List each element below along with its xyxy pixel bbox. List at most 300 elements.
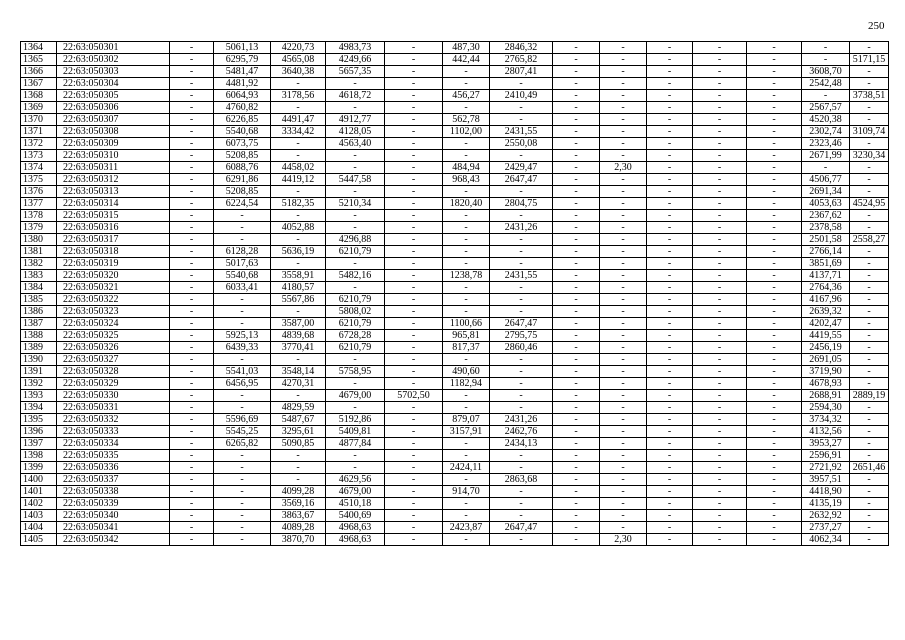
table-cell: - [385, 174, 443, 186]
table-cell: - [693, 378, 747, 390]
table-cell: - [326, 150, 385, 162]
table-cell: 4565,08 [271, 54, 326, 66]
table-cell: - [647, 138, 693, 150]
table-cell: - [693, 474, 747, 486]
table-cell: 5567,86 [271, 294, 326, 306]
table-cell: - [170, 150, 214, 162]
table-cell: 1401 [21, 486, 57, 498]
table-cell: - [490, 354, 553, 366]
table-cell: 22:63:050302 [57, 54, 170, 66]
table-cell: - [747, 270, 802, 282]
table-cell: 1372 [21, 138, 57, 150]
table-cell: 3178,56 [271, 90, 326, 102]
table-cell: 2,30 [600, 162, 647, 174]
table-cell: - [326, 450, 385, 462]
table-cell: - [693, 414, 747, 426]
table-cell: - [747, 78, 802, 90]
table-cell: 2431,26 [490, 222, 553, 234]
table-cell: - [850, 318, 889, 330]
table-cell: - [553, 282, 600, 294]
table-cell: - [214, 522, 271, 534]
table-cell: - [600, 510, 647, 522]
table-cell: 5447,58 [326, 174, 385, 186]
table-cell: - [170, 186, 214, 198]
table-cell: - [553, 222, 600, 234]
table-cell: - [647, 78, 693, 90]
table-cell: - [170, 198, 214, 210]
table-cell: - [647, 402, 693, 414]
table-cell: 2795,75 [490, 330, 553, 342]
table-cell: - [490, 402, 553, 414]
table-cell: 22:63:050305 [57, 90, 170, 102]
table-cell: 4877,84 [326, 438, 385, 450]
table-cell: - [693, 390, 747, 402]
table-cell: 5487,67 [271, 414, 326, 426]
table-cell: 442,44 [443, 54, 490, 66]
table-cell: 2367,62 [802, 210, 850, 222]
table-cell: - [747, 258, 802, 270]
table-row [21, 510, 889, 522]
table-cell: - [170, 282, 214, 294]
table-cell: - [385, 402, 443, 414]
table-cell: - [170, 450, 214, 462]
table-cell: - [693, 402, 747, 414]
table-cell: 6224,54 [214, 198, 271, 210]
table-cell: - [850, 414, 889, 426]
table-cell: - [802, 162, 850, 174]
table-cell: 1375 [21, 174, 57, 186]
table-cell: - [647, 486, 693, 498]
table-cell: - [385, 306, 443, 318]
table-cell: - [214, 390, 271, 402]
table-cell: 1381 [21, 246, 57, 258]
table-row [21, 318, 889, 330]
table-cell: 1403 [21, 510, 57, 522]
table-cell: 1368 [21, 90, 57, 102]
table-cell: - [747, 426, 802, 438]
table-cell: 4296,88 [326, 234, 385, 246]
table-cell: 22:63:050318 [57, 246, 170, 258]
table-cell: 6073,75 [214, 138, 271, 150]
table-cell: - [490, 306, 553, 318]
table-cell: 22:63:050342 [57, 534, 170, 546]
table-cell: 2550,08 [490, 138, 553, 150]
table-cell: - [693, 174, 747, 186]
table-cell: 1388 [21, 330, 57, 342]
table-cell: 1393 [21, 390, 57, 402]
table-cell: - [693, 522, 747, 534]
table-cell: - [600, 378, 647, 390]
table-cell: - [443, 450, 490, 462]
table-cell: - [747, 378, 802, 390]
table-cell: - [600, 174, 647, 186]
table-row [21, 162, 889, 174]
table-cell: - [850, 138, 889, 150]
table-cell: 3548,14 [271, 366, 326, 378]
table-cell: - [802, 54, 850, 66]
table-cell: 5210,34 [326, 198, 385, 210]
table-cell: 22:63:050308 [57, 126, 170, 138]
table-body [21, 42, 889, 546]
table-cell: 1394 [21, 402, 57, 414]
table-cell: - [385, 510, 443, 522]
table-cell: - [385, 246, 443, 258]
table-cell: - [214, 306, 271, 318]
table-cell: 4520,38 [802, 114, 850, 126]
table-cell: 1370 [21, 114, 57, 126]
table-cell: 4506,77 [802, 174, 850, 186]
table-cell: - [600, 42, 647, 54]
table-cell: - [271, 102, 326, 114]
table-cell: 22:63:050329 [57, 378, 170, 390]
table-cell: - [385, 258, 443, 270]
table-cell: 4418,90 [802, 486, 850, 498]
table-cell: 5409,81 [326, 426, 385, 438]
table-cell: 1384 [21, 282, 57, 294]
table-cell: - [600, 54, 647, 66]
table-cell: - [693, 354, 747, 366]
table-cell: - [443, 510, 490, 522]
table-cell: - [326, 462, 385, 474]
table-cell: - [850, 282, 889, 294]
table-cell: 1378 [21, 210, 57, 222]
table-cell: - [600, 474, 647, 486]
table-cell: 3734,32 [802, 414, 850, 426]
table-cell: 1364 [21, 42, 57, 54]
table-cell: - [693, 42, 747, 54]
table-cell: - [443, 390, 490, 402]
table-cell: - [170, 330, 214, 342]
table-cell: 4137,71 [802, 270, 850, 282]
table-cell: - [553, 330, 600, 342]
table-cell: - [600, 102, 647, 114]
table-cell: 4829,59 [271, 402, 326, 414]
table-cell: - [747, 330, 802, 342]
table-cell: 22:63:050306 [57, 102, 170, 114]
table-cell: 22:63:050322 [57, 294, 170, 306]
table-cell: 1390 [21, 354, 57, 366]
table-cell: 5192,86 [326, 414, 385, 426]
table-cell: - [647, 126, 693, 138]
table-cell: - [850, 438, 889, 450]
table-cell: 3870,70 [271, 534, 326, 546]
table-cell: 4968,63 [326, 534, 385, 546]
table-cell: - [747, 450, 802, 462]
table-cell: 6064,93 [214, 90, 271, 102]
table-cell: - [553, 234, 600, 246]
table-cell: - [170, 390, 214, 402]
table-cell: - [443, 210, 490, 222]
table-cell: - [553, 342, 600, 354]
table-cell: - [170, 474, 214, 486]
table-cell: - [693, 342, 747, 354]
table-cell: - [170, 234, 214, 246]
table-cell: - [385, 234, 443, 246]
table-cell: - [385, 522, 443, 534]
table-cell: - [443, 78, 490, 90]
table-cell: - [443, 186, 490, 198]
table-row [21, 306, 889, 318]
table-cell: - [553, 114, 600, 126]
table-cell: 5061,13 [214, 42, 271, 54]
table-row [21, 174, 889, 186]
table-cell: - [385, 198, 443, 210]
table-cell: 5208,85 [214, 186, 271, 198]
table-cell: 1373 [21, 150, 57, 162]
table-cell: - [385, 54, 443, 66]
table-cell: - [490, 450, 553, 462]
table-cell: - [850, 402, 889, 414]
table-cell: - [693, 330, 747, 342]
table-cell: 6033,41 [214, 282, 271, 294]
table-cell: 1382 [21, 258, 57, 270]
table-cell: 22:63:050304 [57, 78, 170, 90]
table-cell: - [170, 174, 214, 186]
table-cell: - [271, 150, 326, 162]
table-cell: 4983,73 [326, 42, 385, 54]
table-cell: - [647, 414, 693, 426]
table-cell: 2846,32 [490, 42, 553, 54]
table-cell: 2691,34 [802, 186, 850, 198]
table-cell: - [747, 342, 802, 354]
table-cell: - [600, 198, 647, 210]
table-cell: 6226,85 [214, 114, 271, 126]
table-cell: - [647, 354, 693, 366]
table-cell: 22:63:050319 [57, 258, 170, 270]
table-cell: - [385, 66, 443, 78]
table-cell: - [385, 498, 443, 510]
table-cell: - [693, 198, 747, 210]
table-cell: - [693, 246, 747, 258]
table-cell: 2596,91 [802, 450, 850, 462]
table-cell: - [693, 282, 747, 294]
table-cell: 2764,36 [802, 282, 850, 294]
table-cell: - [647, 210, 693, 222]
table-row [21, 462, 889, 474]
table-cell: - [647, 534, 693, 546]
table-cell: - [553, 402, 600, 414]
table-cell: - [385, 294, 443, 306]
table-cell: - [443, 474, 490, 486]
table-cell: - [214, 222, 271, 234]
table-cell: - [443, 498, 490, 510]
table-cell: 1400 [21, 474, 57, 486]
table-cell: - [600, 126, 647, 138]
table-cell: - [170, 378, 214, 390]
table-cell: - [443, 150, 490, 162]
table-cell: - [600, 330, 647, 342]
table-cell: 2,30 [600, 534, 647, 546]
table-cell: - [443, 222, 490, 234]
table-cell: 2651,46 [850, 462, 889, 474]
table-cell: - [747, 210, 802, 222]
table-cell: 4912,77 [326, 114, 385, 126]
table-cell: - [326, 78, 385, 90]
table-cell: - [600, 66, 647, 78]
table-cell: 1397 [21, 438, 57, 450]
table-cell: - [850, 102, 889, 114]
table-cell: - [170, 534, 214, 546]
table-cell: - [490, 282, 553, 294]
table-cell: - [214, 354, 271, 366]
table-cell: 1100,66 [443, 318, 490, 330]
table-cell: - [600, 318, 647, 330]
table-cell: 22:63:050331 [57, 402, 170, 414]
table-cell: - [693, 66, 747, 78]
table-cell: - [170, 342, 214, 354]
table-cell: - [747, 510, 802, 522]
table-cell: 3558,91 [271, 270, 326, 282]
table-row [21, 102, 889, 114]
table-cell: - [647, 306, 693, 318]
table-cell: - [600, 270, 647, 282]
table-cell: - [747, 150, 802, 162]
table-cell: - [850, 330, 889, 342]
table-cell: 2501,58 [802, 234, 850, 246]
table-cell: - [747, 390, 802, 402]
table-cell: - [553, 354, 600, 366]
table-cell: 22:63:050339 [57, 498, 170, 510]
table-cell: - [747, 486, 802, 498]
table-cell: - [385, 486, 443, 498]
table-cell: - [693, 150, 747, 162]
table-cell: 22:63:050334 [57, 438, 170, 450]
table-cell: - [271, 138, 326, 150]
table-cell: - [553, 174, 600, 186]
table-cell: 2647,47 [490, 318, 553, 330]
table-cell: - [600, 390, 647, 402]
table-cell: 3157,91 [443, 426, 490, 438]
table-cell: 1366 [21, 66, 57, 78]
table-cell: - [850, 222, 889, 234]
table-cell: - [214, 318, 271, 330]
table-cell: - [747, 474, 802, 486]
table-cell: - [553, 522, 600, 534]
table-cell: - [385, 318, 443, 330]
table-cell: - [214, 294, 271, 306]
table-cell: 6439,33 [214, 342, 271, 354]
table-row [21, 186, 889, 198]
table-cell: 5482,16 [326, 270, 385, 282]
table-cell: - [693, 162, 747, 174]
table-cell: 2863,68 [490, 474, 553, 486]
table-cell: - [170, 510, 214, 522]
table-cell: - [443, 102, 490, 114]
table-cell: 2765,82 [490, 54, 553, 66]
table-cell: - [385, 366, 443, 378]
table-cell: - [747, 366, 802, 378]
table-cell: 1374 [21, 162, 57, 174]
table-cell: 6088,76 [214, 162, 271, 174]
table-cell: 4968,63 [326, 522, 385, 534]
table-cell: - [600, 414, 647, 426]
table-cell: - [170, 114, 214, 126]
table-cell: 4760,82 [214, 102, 271, 114]
table-cell: - [326, 222, 385, 234]
table-cell: - [385, 450, 443, 462]
table-cell: - [214, 450, 271, 462]
table-cell: - [747, 354, 802, 366]
table-cell: - [490, 78, 553, 90]
table-cell: - [553, 102, 600, 114]
table-cell: - [693, 534, 747, 546]
table-cell: - [647, 234, 693, 246]
table-row [21, 330, 889, 342]
table-cell: - [443, 438, 490, 450]
table-cell: - [170, 102, 214, 114]
table-cell: - [647, 246, 693, 258]
table-cell: - [850, 534, 889, 546]
table-cell: - [600, 294, 647, 306]
table-cell: - [271, 78, 326, 90]
table-cell: - [693, 426, 747, 438]
table-cell: 4128,05 [326, 126, 385, 138]
table-cell: - [214, 474, 271, 486]
table-cell: 1377 [21, 198, 57, 210]
table-cell: 1182,94 [443, 378, 490, 390]
table-cell: - [647, 474, 693, 486]
table-cell: - [170, 210, 214, 222]
table-cell: - [385, 126, 443, 138]
table-cell: 22:63:050301 [57, 42, 170, 54]
table-cell: - [385, 534, 443, 546]
table-cell: - [693, 270, 747, 282]
table-cell: 4563,40 [326, 138, 385, 150]
table-cell: 1383 [21, 270, 57, 282]
table-cell: - [490, 234, 553, 246]
table-cell: - [693, 258, 747, 270]
table-cell: - [693, 210, 747, 222]
table-cell: - [600, 150, 647, 162]
table-cell: - [693, 138, 747, 150]
table-cell: - [385, 150, 443, 162]
table-cell: - [170, 222, 214, 234]
table-cell: - [385, 42, 443, 54]
table-cell: 1367 [21, 78, 57, 90]
table-cell: - [802, 90, 850, 102]
table-row [21, 222, 889, 234]
table-row [21, 198, 889, 210]
table-cell: 456,27 [443, 90, 490, 102]
table-cell: - [490, 102, 553, 114]
table-cell: - [647, 450, 693, 462]
table-cell: 4491,47 [271, 114, 326, 126]
table-cell: - [647, 522, 693, 534]
table-cell: - [850, 354, 889, 366]
table-cell: - [443, 258, 490, 270]
table-cell: 3587,00 [271, 318, 326, 330]
table-cell: 5925,13 [214, 330, 271, 342]
table-cell: 2431,55 [490, 126, 553, 138]
table-cell: 5540,68 [214, 126, 271, 138]
table-cell: - [600, 486, 647, 498]
table-cell: 6728,28 [326, 330, 385, 342]
table-cell: - [647, 366, 693, 378]
table-cell: 6210,79 [326, 246, 385, 258]
table-cell: - [747, 402, 802, 414]
table-cell: - [553, 438, 600, 450]
table-cell: - [271, 186, 326, 198]
table-cell: - [850, 366, 889, 378]
table-cell: - [850, 66, 889, 78]
table-cell: - [553, 318, 600, 330]
table-cell: 2431,55 [490, 270, 553, 282]
table-cell: - [647, 294, 693, 306]
table-cell: 2671,99 [802, 150, 850, 162]
table-cell: 2766,14 [802, 246, 850, 258]
table-cell: - [600, 78, 647, 90]
table-cell: - [850, 270, 889, 282]
